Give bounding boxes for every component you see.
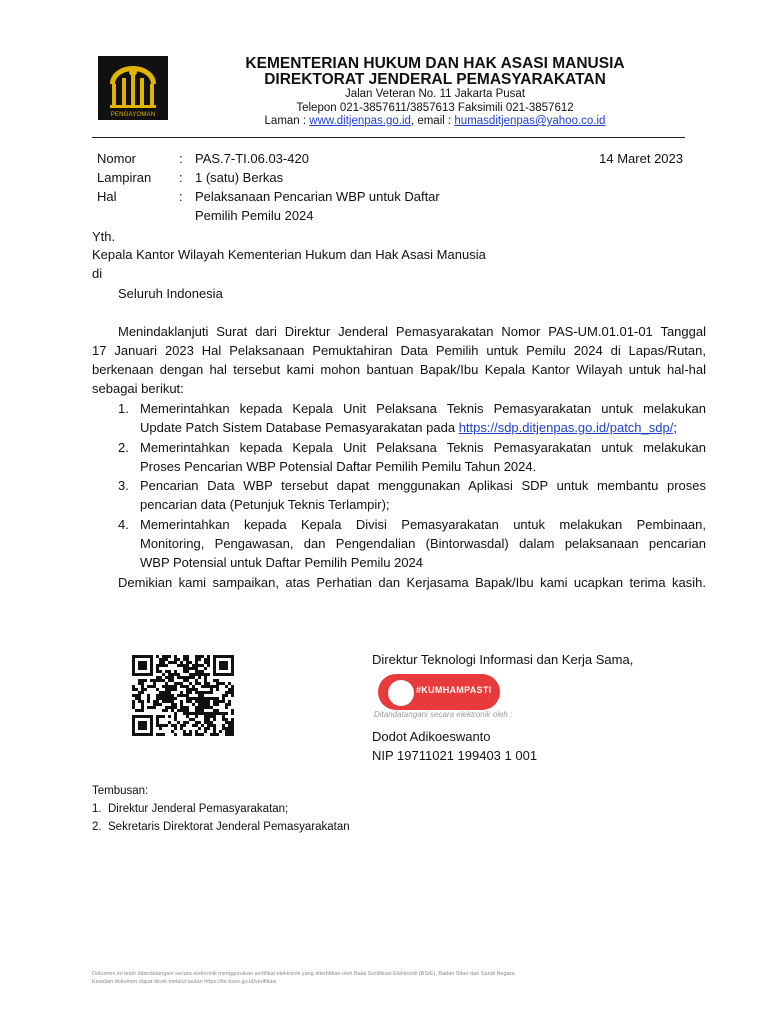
hal-value-cont: Pemilih Pemilu 2024: [195, 208, 314, 223]
signer-nip: NIP 19711021 199403 1 001: [372, 748, 538, 763]
tembusan-heading: Tembusan:: [92, 785, 149, 797]
recipient: Kepala Kantor Wilayah Kementerian Hukum dan Hak Asasi Manusia: [92, 247, 486, 262]
list-number: 3.: [118, 478, 129, 493]
pengayoman-emblem-icon: [98, 56, 168, 120]
letter-date: 14 Maret 2023: [599, 151, 683, 166]
list-item-line: Memerintahkan kepada Kepala Unit Pelaksana Teknis Pemasyarakatan untuk melakukan: [140, 401, 706, 416]
lampiran-colon: :: [179, 170, 183, 185]
qr-code: [132, 655, 234, 737]
qr-code-icon: [132, 655, 234, 737]
ministry-name: KEMENTERIAN HUKUM DAN HAK ASASI MANUSIA: [245, 55, 625, 72]
website-link[interactable]: www.ditjenpas.go.id: [309, 115, 411, 127]
signer-title: Direktur Teknologi Informasi dan Kerja Sama,: [372, 652, 634, 667]
footer-note: [92, 970, 672, 986]
tembusan-number: 1.: [92, 803, 102, 815]
yth: Yth.: [92, 229, 116, 244]
directorate-name: DIREKTORAT JENDERAL PEMASYARAKATAN: [264, 71, 606, 88]
signature-caption: Ditandatangani secara elektronik oleh :: [374, 710, 513, 719]
place: Seluruh Indonesia: [118, 286, 223, 301]
signature-logo-icon: [388, 680, 414, 706]
footer-line: Keaslian dokumen dapat dicek melalui tautan https://tte.bssn.go.id/verifikasi: [92, 979, 277, 985]
logo-label: PENGAYOMAN: [110, 112, 156, 118]
list-number: 1.: [118, 401, 129, 416]
email-link[interactable]: humasditjenpas@yahoo.co.id: [454, 115, 606, 127]
patch-sdp-link[interactable]: https://sdp.ditjenpas.go.id/patch_sdp/: [458, 420, 674, 435]
hal-label: Hal: [97, 189, 117, 204]
email-prefix: , email :: [410, 115, 455, 127]
hal-value: Pelaksanaan Pencarian WBP untuk Daftar: [195, 189, 440, 204]
list-number: 2.: [118, 440, 129, 455]
tembusan-number: 2.: [92, 821, 102, 833]
lampiran-value: 1 (satu) Berkas: [195, 170, 284, 185]
signature-badge: [378, 674, 500, 710]
list-item-line: [140, 418, 677, 437]
list-item-line: Memerintahkan kepada Kepala Unit Pelaksana Teknis Pemasyarakatan untuk melakukan: [140, 440, 706, 455]
paragraph-line: 17 Januari 2023 Hal Pelaksanaan Pemuktahiran Data Pemilih untuk Pemilu 2024 di Lapas/Rutan,: [92, 343, 706, 358]
list-item-text: ;: [673, 420, 677, 435]
nomor-value: PAS.7-TI.06.03-420: [195, 151, 309, 166]
paragraph-line: Menindaklanjuti Surat dari Direktur Jenderal Pemasyarakatan Nomor PAS-UM.01.01-01 Tanggal: [118, 324, 706, 339]
list-item-line: Memerintahkan kepada Kepala Divisi Pemasyarakatan untuk melakukan Pembinaan,: [140, 517, 706, 532]
web-prefix: Laman :: [264, 115, 310, 127]
paragraph-line: sebagai berikut:: [92, 381, 184, 396]
lampiran-label: Lampiran: [97, 170, 152, 185]
tembusan-item: Direktur Jenderal Pemasyarakatan;: [108, 803, 289, 815]
paragraph-line: berkenaan dengan hal tersebut kami mohon bantuan Bapak/Ibu Kepala Kantor Wilayah untuk hal-hal: [92, 362, 706, 377]
list-item-line: Proses Pencarian WBP Potensial Daftar Pemilih Pemilu Tahun 2024.: [140, 459, 537, 474]
signer-name: Dodot Adikoeswanto: [372, 729, 491, 744]
list-item-line: pencarian data (Petunjuk Teknis Terlampir);: [140, 497, 390, 512]
web-line: [200, 115, 670, 129]
di: di: [92, 266, 103, 281]
list-number: 4.: [118, 517, 129, 532]
phone-line: Telepon 021-3857611/3857613 Faksimili 021-3857612: [296, 101, 574, 114]
list-item-line: Monitoring, Pengawasan, dan Pengendalian (Bintorwasdal) dalam pelaksanaan pencarian: [140, 536, 706, 551]
address-line: Jalan Veteran No. 11 Jakarta Pusat: [344, 88, 526, 100]
list-item-text: Update Patch Sistem Database Pemasyarakatan pada: [140, 420, 459, 435]
electronic-signature: [372, 670, 552, 722]
letterhead-divider: [92, 137, 685, 138]
hal-colon: :: [179, 189, 183, 204]
letterhead: [200, 56, 670, 129]
footer-line: Dokumen ini telah ditandatangani secara elektronik menggunakan sertifikat elektronik yang diterbitkan oleh Balai Sertifikasi Elektronik (BSrE), Badan Siber dan Sandi Negara: [92, 971, 515, 977]
list-item-line: Pencarian Data WBP tersebut dapat menggunakan Aplikasi SDP untuk membantu proses: [140, 478, 706, 493]
ministry-logo: [98, 56, 168, 120]
signature-badge-text: #KUMHAMPASTI: [416, 685, 492, 695]
list-item-line: WBP Potensial untuk Daftar Pemilih Pemilu 2024: [140, 555, 424, 570]
nomor-colon: :: [179, 151, 183, 166]
tembusan-item: Sekretaris Direktorat Jenderal Pemasyarakatan: [108, 821, 350, 833]
nomor-label: Nomor: [97, 151, 137, 166]
closing-sentence: Demikian kami sampaikan, atas Perhatian dan Kerjasama Bapak/Ibu kami ucapkan terima kasih.: [118, 575, 706, 590]
